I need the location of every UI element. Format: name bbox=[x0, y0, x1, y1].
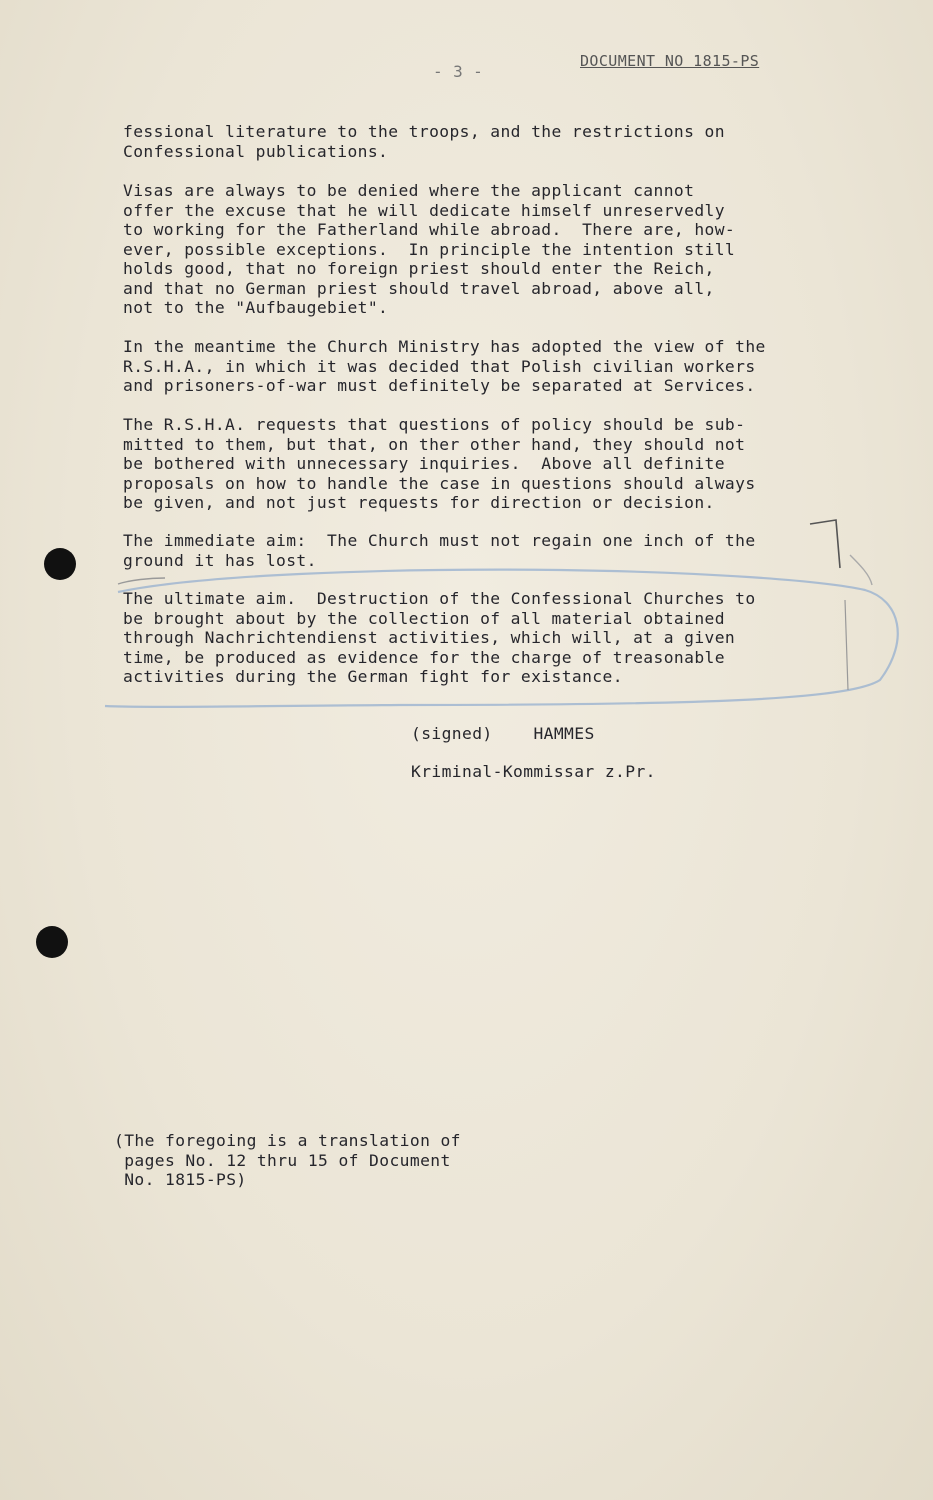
text-line: Visas are always to be denied where the applicant cannot bbox=[123, 181, 695, 200]
text-line: offer the excuse that he will dedicate himself unreservedly bbox=[123, 200, 725, 220]
margin-tick bbox=[850, 555, 872, 585]
text-line: to working for the Fatherland while abroad. There are, how- bbox=[123, 220, 736, 239]
text-line: The ultimate aim. Destruction of the Confessional Churches to bbox=[123, 589, 756, 608]
signatory-title: Kriminal-Kommissar z.Pr. bbox=[411, 762, 656, 781]
text-line: pages No. 12 thru 15 of Document bbox=[114, 1150, 451, 1170]
margin-bracket bbox=[810, 520, 840, 568]
document-reference: DOCUMENT NO 1815-PS bbox=[580, 52, 760, 70]
text-line: (The foregoing is a translation of bbox=[114, 1131, 461, 1150]
text-line: The immediate aim: The Church must not regain one inch of the bbox=[123, 531, 756, 550]
text-line: activities during the German fight for existance. bbox=[123, 667, 623, 686]
margin-mark bbox=[845, 600, 848, 690]
text-line: The R.S.H.A. requests that questions of policy should be sub- bbox=[123, 415, 746, 434]
text-line: mitted to them, but that, on ther other hand, they should not bbox=[123, 434, 746, 454]
margin-dash bbox=[118, 578, 165, 584]
text-line: proposals on how to handle the case in questions should always bbox=[123, 473, 756, 493]
signatory-name: HAMMES bbox=[533, 724, 595, 743]
signed-label: (signed) bbox=[411, 724, 493, 743]
text-line: Confessional publications. bbox=[123, 141, 389, 161]
text-line: not to the "Aufbaugebiet". bbox=[123, 298, 389, 317]
text-line: be given, and not just requests for direction or decision. bbox=[123, 493, 715, 512]
text-line: ever, possible exceptions. In principle the intention still bbox=[123, 239, 736, 259]
text-line: be brought about by the collection of all material obtained bbox=[123, 608, 725, 628]
text-line: time, be produced as evidence for the charge of treasonable bbox=[123, 647, 725, 667]
text-line: be bothered with unnecessary inquiries. Above all definite bbox=[123, 454, 725, 473]
text-line: In the meantime the Church Ministry has adopted the view of the bbox=[123, 337, 766, 356]
annotation-loop bbox=[105, 570, 898, 707]
text-line: holds good, that no foreign priest should enter the Reich, bbox=[123, 259, 715, 278]
text-line: R.S.H.A., in which it was decided that Polish civilian workers bbox=[123, 356, 756, 376]
text-line: No. 1815-PS) bbox=[114, 1170, 247, 1189]
text-line: and that no German priest should travel abroad, above all, bbox=[123, 278, 715, 298]
page-number: - 3 - bbox=[433, 62, 484, 81]
text-line: fessional literature to the troops, and the restrictions on bbox=[123, 122, 725, 141]
text-line: through Nachrichtendienst activities, which will, at a given bbox=[123, 628, 736, 647]
text-line: ground it has lost. bbox=[123, 550, 317, 570]
text-line: and prisoners-of-war must definitely be separated at Services. bbox=[123, 376, 756, 395]
